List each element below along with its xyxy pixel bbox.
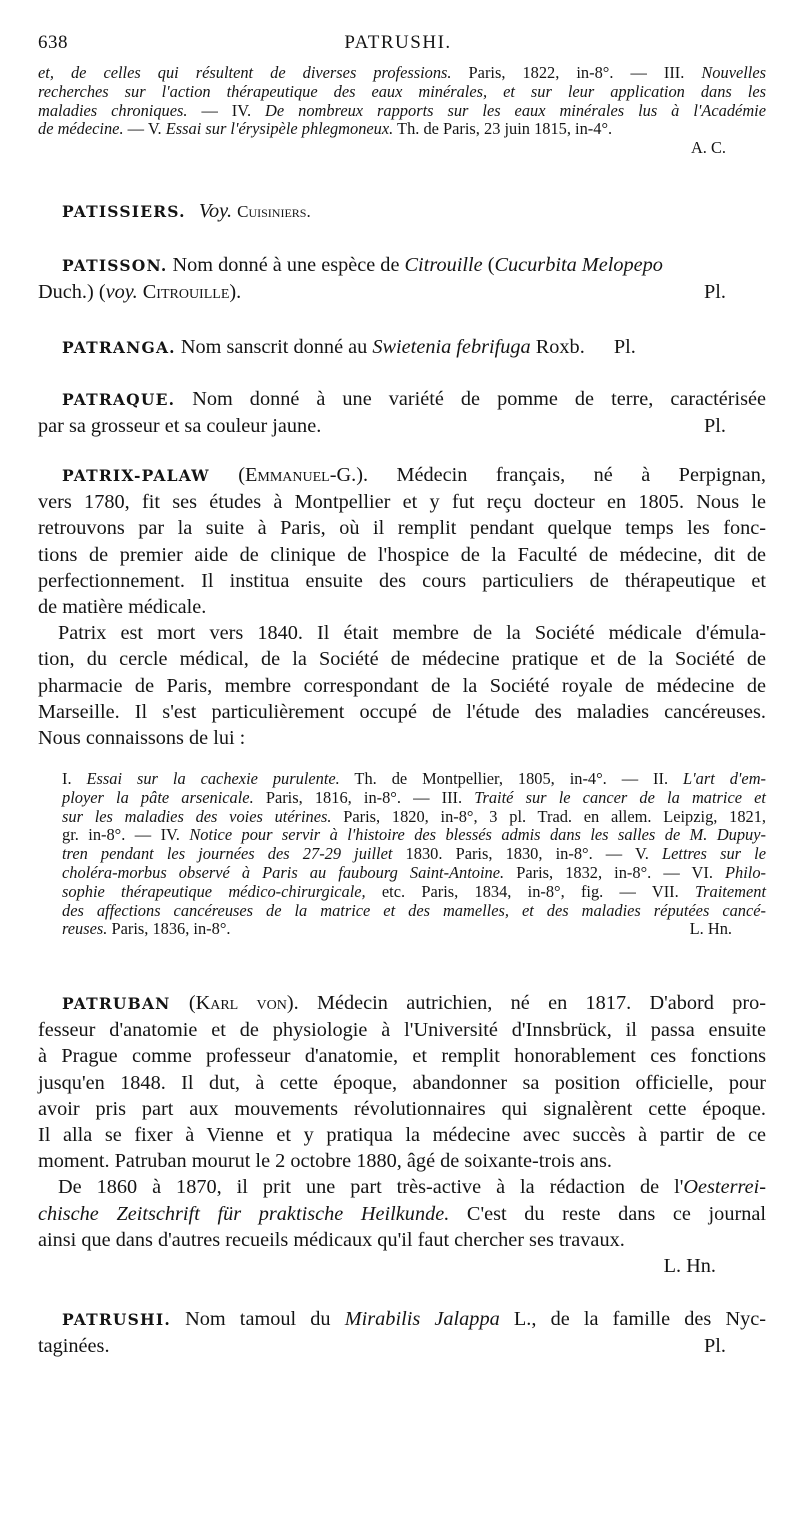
bib-text: I. [62, 769, 87, 788]
entry-line: Marseille. Il s'est particulièrement occupé de l'étude des maladies cancéreuses. [38, 700, 766, 723]
signature: Pl. [613, 336, 636, 358]
bib-title: Nouvelles [684, 63, 767, 82]
entry-line [38, 1306, 766, 1333]
entry-line: Il alla se fixer à Vienne et y pratiqua la médecine avec succès à partir de ce [38, 1124, 766, 1147]
entry-line: pharmacie de Paris, membre correspondant de la Société royale de médecine de [38, 674, 766, 697]
entry-line: Nous connaissons de lui : [38, 727, 246, 750]
entry-patruban [38, 990, 766, 1279]
bib-title: reuses. [62, 919, 108, 939]
bib-text: Paris, 1836, in-8°. [107, 919, 231, 939]
entry-line: retrouvons par la suite à Paris, où il remplit pendant quelque temps les fonc- [38, 517, 766, 540]
entry-line: perfectionnement. Il institua ensuite des cours particuliers de thérapeutique et [38, 569, 766, 592]
entry-patisson [38, 252, 766, 305]
bib-text: gr. in-8°. — IV. [62, 825, 190, 845]
bib-title: Notice pour servir à l'histoire des blessés admis dans les salles de M. Dupuy- [189, 825, 766, 845]
entry-text: taginées. [38, 1335, 110, 1358]
signature: L. Hn. [689, 919, 732, 939]
page-header [38, 32, 758, 58]
entry-line [38, 279, 766, 305]
entry-text: De 1860 à 1870, il prit une part très-active à la rédaction de l' [58, 1176, 684, 1199]
bib-line [38, 120, 766, 139]
bib-title: de médecine. [38, 119, 124, 139]
entry-text: Nom donné à une espèce de [172, 254, 405, 276]
entry-line: tion, du cercle médical, de la Société de médecine pratique et de la Société de [38, 648, 766, 671]
bib-text: — IV. [187, 100, 252, 120]
entry-line [38, 252, 766, 279]
bib-title: tren pendant les journées des 27-29 juillet [62, 844, 393, 864]
bib-title: Traité sur le cancer de la matrice et [474, 787, 766, 807]
entry-italic: Mirabilis Jalappa [344, 1308, 500, 1330]
entry-patissiers [62, 198, 762, 225]
entry-text: Roxb. [530, 336, 585, 358]
headword: PATRAQUE. [62, 390, 176, 409]
entry-line [38, 386, 766, 413]
headword: PATISSON. [62, 256, 168, 275]
bib-line [62, 845, 766, 864]
bib-text: Paris, 1832, in-8°. — VI. [504, 862, 726, 882]
headword: PATRANGA. [62, 338, 176, 357]
bib-text: — V. [123, 119, 162, 139]
entry-line: Patrix est mort vers 1840. Il était membre de la Société médicale d'émula- [58, 622, 766, 645]
bib-title: L'art d'em- [683, 769, 766, 788]
bib-title: recherches sur l'action thérapeutique des eaux minérales, et sur leur application dans les [38, 81, 766, 101]
entry-text: ( [482, 254, 495, 276]
entry-line: fesseur d'anatomie et de physiologie à l'Université d'Innsbrück, il passa ensuite [38, 1019, 766, 1042]
entry-text: Citrouille). [137, 281, 242, 304]
entry-text: Nom sanscrit donné au [180, 336, 373, 358]
entry-line [38, 413, 766, 439]
entry-line [38, 1174, 766, 1200]
entry-text: Nom donné à une variété de pomme de terre, caractérisée [192, 388, 766, 410]
bib-title: ployer la pâte arsenicale. [62, 787, 254, 807]
bib-line [62, 920, 766, 939]
entry-line: avoir pris part aux mouvements révolutionnaires qui signalèrent cette époque. [38, 1097, 766, 1120]
entry-line: à Prague comme professeur d'anatomie, et remplit honorablement ces fonctions [38, 1045, 766, 1068]
bib-line [62, 789, 766, 808]
entry-patraque [38, 386, 766, 439]
bib-line [62, 770, 766, 789]
bib-title: des affections cancéreuses de la matrice et des mamelles, et des maladies réputées cancé- [62, 900, 766, 920]
entry-line: ainsi que dans d'autres recueils médicaux qu'il faut chercher ses travaux. [38, 1228, 625, 1251]
bib-line [62, 808, 766, 827]
headword-name: (Karl von). [170, 992, 299, 1014]
bib-line [62, 826, 766, 845]
entry-italic: Citrouille [404, 254, 483, 276]
bib-text: Paris, 1820, in-8°, 3 pl. Trad. en allem. Leipzig, 1821, [331, 806, 767, 826]
entry-text: Nom tamoul du [185, 1308, 345, 1330]
entry-line [38, 1333, 766, 1359]
continuation-bibliography [38, 64, 766, 158]
bib-text: Th. de Paris, 23 juin 1815, in-4°. [393, 119, 613, 139]
bib-title: Traitement [694, 881, 766, 901]
patrix-bibliography [62, 770, 766, 939]
running-title: PATRUSHI. [344, 32, 452, 53]
entry-line [38, 462, 766, 489]
see-reference-label: Voy. [198, 200, 233, 222]
entry-text: par sa grosseur et sa couleur jaune. [38, 415, 322, 438]
entry-line: jusqu'en 1848. Il dut, à cette époque, abandonner sa position officielle, pour [38, 1071, 766, 1094]
bib-text: 1830. Paris, 1830, in-8°. — V. [392, 844, 663, 864]
headword: PATRIX-PALAW [62, 466, 210, 485]
entry-italic: voy. [105, 281, 138, 304]
bib-text: Paris, 1822, in-8°. — III. [451, 63, 685, 82]
bib-text: Paris, 1816, in-8°. — III. [253, 787, 475, 807]
entry-italic: Swietenia febrifuga [372, 336, 531, 358]
bib-title: sur les maladies des voies utérines. [62, 806, 332, 826]
signature: Pl. [704, 1335, 726, 1358]
entry-text: Médecin autrichien, né en 1817. D'abord pro- [298, 992, 766, 1014]
bib-line [38, 83, 766, 102]
signature: L. Hn. [663, 1255, 716, 1278]
bib-text: etc. Paris, 1834, in-8°, fig. — VII. [365, 881, 695, 901]
see-reference-target: Cuisiniers. [237, 202, 311, 221]
signature: Pl. [704, 415, 726, 438]
bib-line [62, 864, 766, 883]
bib-title: maladies chroniques. [38, 100, 188, 120]
bib-title: et, de celles qui résultent de diverses professions. [38, 63, 452, 82]
entry-line: moment. Patruban mourut le 2 octobre 1880, âgé de soixante-trois ans. [38, 1150, 612, 1173]
entry-line [38, 990, 766, 1017]
bib-title: sophie thérapeutique médico-chirurgicale, [62, 881, 366, 901]
bib-line [38, 102, 766, 121]
bib-line [38, 64, 766, 83]
bib-title: choléra-morbus observé à Paris au faubourg Saint-Antoine. [62, 862, 505, 882]
entry-italic: chische Zeitschrift für praktische Heilkunde. [38, 1202, 450, 1225]
entry-patranga [38, 334, 766, 361]
entry-text: Duch.) ( [38, 281, 106, 304]
page-number: 638 [38, 32, 68, 53]
entry-text: Médecin français, né à Perpignan, [368, 464, 766, 486]
bib-text: Th. de Montpellier, 1805, in-4°. — II. [339, 769, 684, 788]
signature: A. C. [690, 138, 726, 158]
entry-line [38, 334, 766, 361]
entry-italic: Cucurbita Melopepo [494, 254, 663, 276]
headword: PATISSIERS. [62, 202, 186, 221]
headword-name: (Emmanuel-G.). [209, 464, 369, 486]
entry-text: L., de la famille des Nyc- [499, 1308, 766, 1330]
bib-title: Essai sur l'érysipèle phlegmoneux. [161, 119, 394, 139]
entry-line: tions de premier aide de clinique de l'hospice de la Faculté de médecine, dit de [38, 543, 766, 566]
entry-line: vers 1780, fit ses études à Montpellier et y fut reçu docteur en 1805. Nous le [38, 491, 766, 514]
bib-line [62, 883, 766, 902]
bib-title: Philo- [725, 862, 766, 882]
signature: Pl. [704, 281, 726, 304]
entry-patrix-palaw [38, 462, 766, 751]
headword: PATRUBAN [62, 994, 171, 1013]
bib-line [62, 902, 766, 921]
bib-title: Lettres sur le [662, 844, 766, 864]
entry-italic: Oesterrei- [683, 1176, 766, 1199]
entry-line [38, 1201, 766, 1227]
entry-text: C'est du reste dans ce journal [449, 1202, 766, 1225]
bib-title: Essai sur la cachexie purulente. [86, 769, 340, 788]
headword: PATRUSHI. [62, 1310, 171, 1329]
bib-title: De nombreux rapports sur les eaux minérales lus à l'Académie [251, 100, 766, 120]
entry-line: de matière médicale. [38, 596, 207, 619]
entry-patrushi [38, 1306, 766, 1359]
